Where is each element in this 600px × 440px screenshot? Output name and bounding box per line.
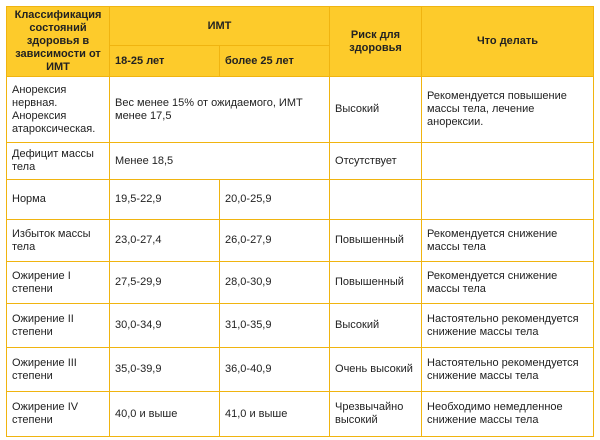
cell-classification: Избыток массы тела [7,220,110,262]
cell-risk: Очень высокий [330,348,422,392]
table-row [7,392,594,437]
cell-action: Необходимо немедленное снижение массы тела [422,392,594,437]
cell-bmi-over-25: 20,0-25,9 [220,180,330,220]
table-row [7,348,594,392]
cell-action: Настоятельно рекомендуется снижение массы тела [422,348,594,392]
cell-bmi-18-25: 19,5-22,9 [110,180,220,220]
cell-bmi-over-25: 36,0-40,9 [220,348,330,392]
cell-bmi-merged: Менее 18,5 [110,143,330,180]
cell-risk: Отсутствует [330,143,422,180]
cell-bmi-over-25: 31,0-35,9 [220,304,330,348]
header-age-over-25: более 25 лет [220,46,330,77]
cell-bmi-18-25: 30,0-34,9 [110,304,220,348]
cell-action: Рекомендуется снижение массы тела [422,220,594,262]
cell-action: Рекомендуется снижение массы тела [422,262,594,304]
cell-risk: Высокий [330,77,422,143]
cell-classification: Ожирение II степени [7,304,110,348]
cell-risk [330,180,422,220]
cell-bmi-18-25: 35,0-39,9 [110,348,220,392]
header-risk: Риск для здоровья [330,7,422,77]
cell-bmi-18-25: 27,5-29,9 [110,262,220,304]
header-bmi: ИМТ [110,7,330,46]
cell-action: Рекомендуется повышение массы тела, лечение анорексии. [422,77,594,143]
header-age-18-25: 18-25 лет [110,46,220,77]
cell-action: Настоятельно рекомендуется снижение массы тела [422,304,594,348]
cell-risk: Повышенный [330,262,422,304]
cell-classification: Ожирение III степени [7,348,110,392]
header-action: Что делать [422,7,594,77]
table-row [7,262,594,304]
bmi-classification-table [6,6,594,437]
cell-bmi-merged: Вес менее 15% от ожидаемого, ИМТ менее 17,5 [110,77,330,143]
cell-risk: Чрезвычайно высокий [330,392,422,437]
cell-bmi-18-25: 23,0-27,4 [110,220,220,262]
cell-classification: Дефицит массы тела [7,143,110,180]
table-row [7,77,594,143]
cell-risk: Высокий [330,304,422,348]
header-classification: Классификация состояний здоровья в зависимости от ИМТ [7,7,110,77]
cell-bmi-18-25: 40,0 и выше [110,392,220,437]
table-row [7,143,594,180]
cell-bmi-over-25: 28,0-30,9 [220,262,330,304]
cell-classification: Норма [7,180,110,220]
cell-bmi-over-25: 26,0-27,9 [220,220,330,262]
table-row [7,304,594,348]
cell-action [422,180,594,220]
table-row [7,180,594,220]
cell-risk: Повышенный [330,220,422,262]
cell-classification: Ожирение IV степени [7,392,110,437]
cell-classification: Ожирение I степени [7,262,110,304]
table-row [7,220,594,262]
cell-bmi-over-25: 41,0 и выше [220,392,330,437]
cell-action [422,143,594,180]
cell-classification: Анорексия нервная. Анорексия атароксическая. [7,77,110,143]
